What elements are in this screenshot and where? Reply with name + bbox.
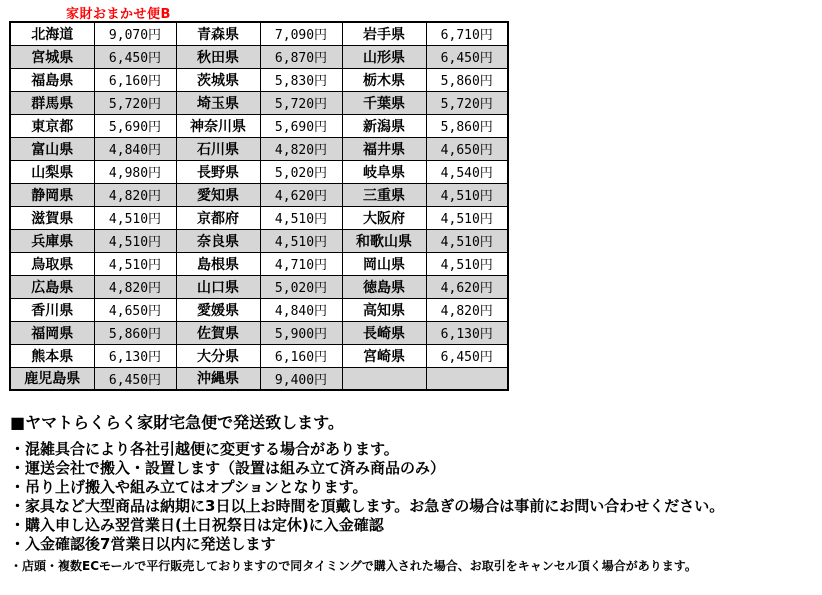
price-cell: 6,450円 xyxy=(426,45,508,68)
prefecture-cell: 鳥取県 xyxy=(10,252,94,275)
prefecture-cell: 宮城県 xyxy=(10,45,94,68)
price-cell: 4,510円 xyxy=(94,206,176,229)
prefecture-cell: 滋賀県 xyxy=(10,206,94,229)
price-cell: 4,510円 xyxy=(94,229,176,252)
price-cell: 5,720円 xyxy=(426,91,508,114)
table-row xyxy=(10,206,508,229)
prefecture-cell: 石川県 xyxy=(176,137,260,160)
price-cell: 4,650円 xyxy=(94,298,176,321)
prefecture-cell: 鹿児島県 xyxy=(10,367,94,390)
price-cell: 9,070円 xyxy=(94,22,176,45)
prefecture-cell: 栃木県 xyxy=(342,68,426,91)
note-bullet: ・混雑具合により各社引越便に変更する場合があります。 xyxy=(10,440,399,458)
price-cell: 4,540円 xyxy=(426,160,508,183)
prefecture-cell: 和歌山県 xyxy=(342,229,426,252)
price-cell: 4,820円 xyxy=(94,275,176,298)
prefecture-cell: 静岡県 xyxy=(10,183,94,206)
prefecture-cell: 兵庫県 xyxy=(10,229,94,252)
price-cell: 4,840円 xyxy=(94,137,176,160)
price-cell: 4,510円 xyxy=(260,206,342,229)
price-cell: 6,710円 xyxy=(426,22,508,45)
price-cell: 4,510円 xyxy=(426,252,508,275)
notes-heading: ■ヤマトらくらく家財宅急便で発送致します。 xyxy=(10,413,344,432)
price-cell: 6,450円 xyxy=(94,367,176,390)
price-cell: 5,900円 xyxy=(260,321,342,344)
prefecture-cell: 福島県 xyxy=(10,68,94,91)
price-cell: 4,510円 xyxy=(94,252,176,275)
price-cell: 6,870円 xyxy=(260,45,342,68)
table-row xyxy=(10,275,508,298)
prefecture-cell: 三重県 xyxy=(342,183,426,206)
price-cell: 9,400円 xyxy=(260,367,342,390)
prefecture-cell: 京都府 xyxy=(176,206,260,229)
table-row xyxy=(10,344,508,367)
prefecture-cell: 高知県 xyxy=(342,298,426,321)
prefecture-cell: 岐阜県 xyxy=(342,160,426,183)
prefecture-cell: 広島県 xyxy=(10,275,94,298)
price-cell: 6,130円 xyxy=(94,344,176,367)
price-cell: 6,160円 xyxy=(94,68,176,91)
price-cell: 4,710円 xyxy=(260,252,342,275)
price-cell: 5,830円 xyxy=(260,68,342,91)
prefecture-cell: 佐賀県 xyxy=(176,321,260,344)
price-cell: 4,510円 xyxy=(426,183,508,206)
notes-section xyxy=(10,413,815,574)
note-bullet: ・入金確認後7営業日以内に発送します xyxy=(10,535,276,553)
prefecture-cell: 長崎県 xyxy=(342,321,426,344)
price-cell xyxy=(426,367,508,390)
price-cell: 4,650円 xyxy=(426,137,508,160)
price-cell: 5,860円 xyxy=(426,68,508,91)
price-cell: 6,450円 xyxy=(94,45,176,68)
price-cell: 4,820円 xyxy=(94,183,176,206)
price-cell: 5,020円 xyxy=(260,160,342,183)
prefecture-cell: 千葉県 xyxy=(342,91,426,114)
prefecture-cell: 茨城県 xyxy=(176,68,260,91)
table-row xyxy=(10,91,508,114)
price-cell: 6,160円 xyxy=(260,344,342,367)
price-cell: 5,720円 xyxy=(260,91,342,114)
table-row xyxy=(10,298,508,321)
table-row xyxy=(10,137,508,160)
fee-table-body xyxy=(10,22,508,390)
prefecture-cell: 香川県 xyxy=(10,298,94,321)
note-bullet: ・購入申し込み翌営業日(土日祝祭日は定休)に入金確認 xyxy=(10,516,384,534)
prefecture-cell: 奈良県 xyxy=(176,229,260,252)
prefecture-cell: 神奈川県 xyxy=(176,114,260,137)
table-row xyxy=(10,114,508,137)
note-bullet: ・運送会社で搬入・設置します（設置は組み立て済み商品のみ） xyxy=(10,459,446,477)
prefecture-cell: 熊本県 xyxy=(10,344,94,367)
note-bullet: ・吊り上げ搬入や組み立てはオプションとなります。 xyxy=(10,478,368,496)
prefecture-cell: 宮崎県 xyxy=(342,344,426,367)
prefecture-cell: 島根県 xyxy=(176,252,260,275)
table-row xyxy=(10,160,508,183)
table-row xyxy=(10,229,508,252)
table-row xyxy=(10,68,508,91)
prefecture-cell xyxy=(342,367,426,390)
shipping-fee-table xyxy=(9,21,509,391)
prefecture-cell: 大分県 xyxy=(176,344,260,367)
table-row xyxy=(10,367,508,390)
price-cell: 4,820円 xyxy=(260,137,342,160)
price-cell: 4,980円 xyxy=(94,160,176,183)
prefecture-cell: 山梨県 xyxy=(10,160,94,183)
prefecture-cell: 秋田県 xyxy=(176,45,260,68)
table-row xyxy=(10,22,508,45)
prefecture-cell: 山口県 xyxy=(176,275,260,298)
price-cell: 4,510円 xyxy=(426,229,508,252)
prefecture-cell: 徳島県 xyxy=(342,275,426,298)
prefecture-cell: 岩手県 xyxy=(342,22,426,45)
prefecture-cell: 愛媛県 xyxy=(176,298,260,321)
price-cell: 5,020円 xyxy=(260,275,342,298)
prefecture-cell: 埼玉県 xyxy=(176,91,260,114)
price-cell: 5,860円 xyxy=(94,321,176,344)
note-bullet: ・家具など大型商品は納期に3日以上お時間を頂戴します。お急ぎの場合は事前にお問い合わせください。 xyxy=(10,497,725,515)
price-cell: 7,090円 xyxy=(260,22,342,45)
price-cell: 5,690円 xyxy=(260,114,342,137)
price-cell: 5,720円 xyxy=(94,91,176,114)
price-cell: 4,820円 xyxy=(426,298,508,321)
table-row xyxy=(10,321,508,344)
prefecture-cell: 沖縄県 xyxy=(176,367,260,390)
prefecture-cell: 福井県 xyxy=(342,137,426,160)
prefecture-cell: 新潟県 xyxy=(342,114,426,137)
price-cell: 5,690円 xyxy=(94,114,176,137)
table-row xyxy=(10,183,508,206)
prefecture-cell: 東京都 xyxy=(10,114,94,137)
prefecture-cell: 福岡県 xyxy=(10,321,94,344)
table-row xyxy=(10,252,508,275)
prefecture-cell: 長野県 xyxy=(176,160,260,183)
table-row xyxy=(10,45,508,68)
price-cell: 4,510円 xyxy=(426,206,508,229)
prefecture-cell: 青森県 xyxy=(176,22,260,45)
notes-bullets xyxy=(10,440,815,554)
price-cell: 6,130円 xyxy=(426,321,508,344)
page-title: 家財おまかせ便B xyxy=(66,7,171,22)
prefecture-cell: 群馬県 xyxy=(10,91,94,114)
prefecture-cell: 山形県 xyxy=(342,45,426,68)
price-cell: 4,620円 xyxy=(426,275,508,298)
prefecture-cell: 富山県 xyxy=(10,137,94,160)
price-cell: 5,860円 xyxy=(426,114,508,137)
prefecture-cell: 北海道 xyxy=(10,22,94,45)
price-cell: 4,840円 xyxy=(260,298,342,321)
prefecture-cell: 愛知県 xyxy=(176,183,260,206)
price-cell: 6,450円 xyxy=(426,344,508,367)
price-cell: 4,620円 xyxy=(260,183,342,206)
prefecture-cell: 大阪府 xyxy=(342,206,426,229)
price-cell: 4,510円 xyxy=(260,229,342,252)
prefecture-cell: 岡山県 xyxy=(342,252,426,275)
notes-footnote: ・店頭・複数ECモールで平行販売しておりますので同タイミングで購入された場合、お取引をキャンセル頂く場合があります。 xyxy=(10,559,697,573)
